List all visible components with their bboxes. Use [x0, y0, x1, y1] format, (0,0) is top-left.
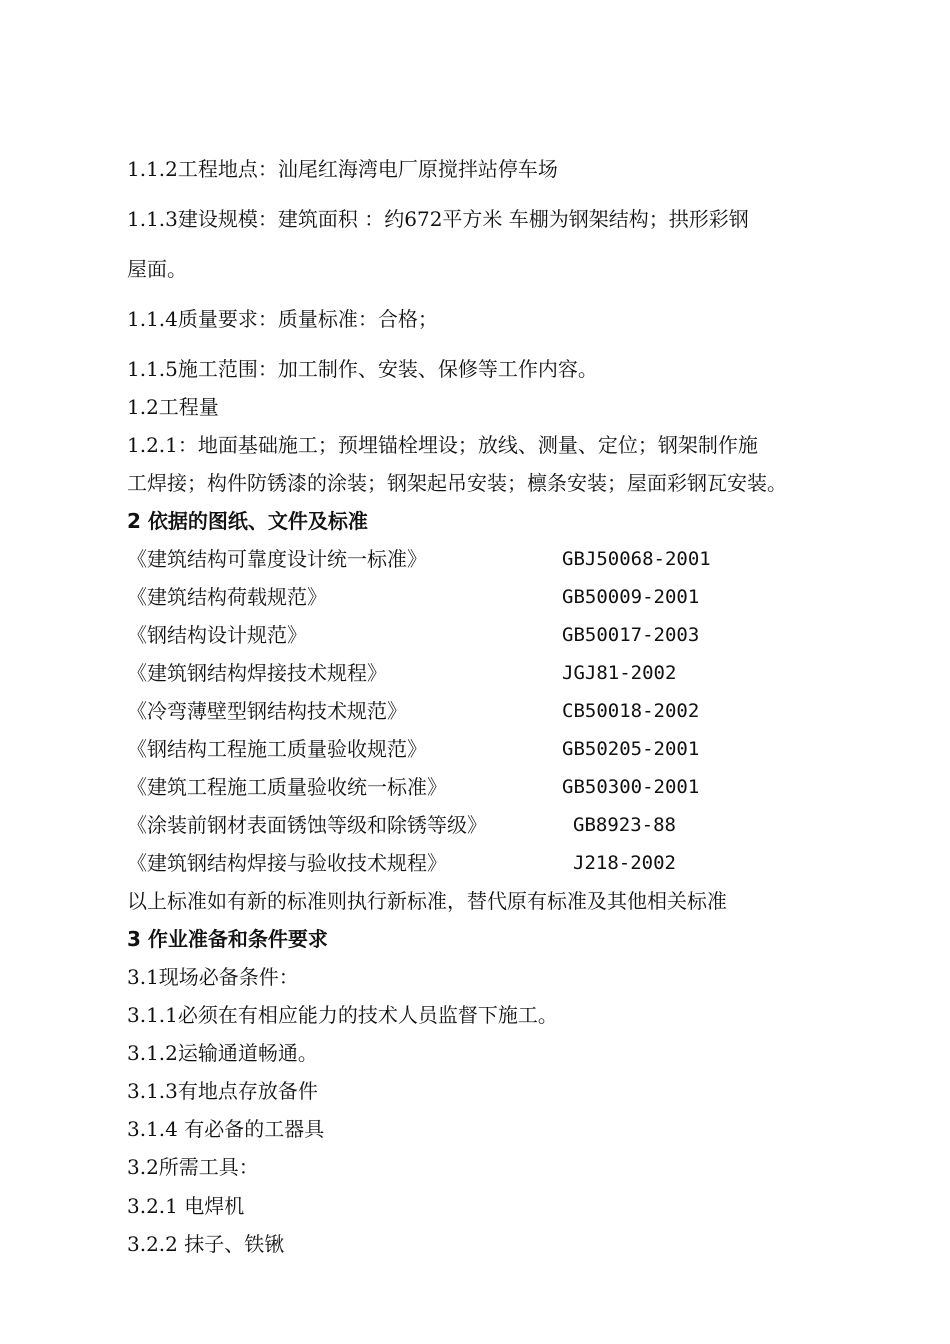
paragraph-3-1: 3.1现场必备条件： [127, 965, 299, 989]
standard-title: 《建筑钢结构焊接与验收技术规程》 [127, 851, 447, 875]
standards-note: 以上标准如有新的标准则执行新标准，替代原有标准及其他相关标准 [127, 889, 727, 913]
paragraph-3-1-3: 3.1.3有地点存放备件 [127, 1079, 318, 1103]
standard-title: 《建筑工程施工质量验收统一标准》 [127, 775, 447, 799]
standard-code: GB8923-88 [573, 814, 676, 836]
paragraph-1-1-3: 1.1.3建设规模：建筑面积 ：约672平方米 车棚为钢架结构；拱形彩钢 [127, 207, 749, 231]
paragraph-3-1-1: 3.1.1必须在有相应能力的技术人员监督下施工。 [127, 1003, 558, 1027]
paragraph-1-1-5: 1.1.5施工范围：加工制作、安装、保修等工作内容。 [127, 357, 598, 381]
section-2-heading: 2 依据的图纸、文件及标准 [127, 509, 368, 533]
standard-code: GB50205-2001 [562, 738, 700, 760]
standard-code: GB50300-2001 [562, 776, 700, 798]
paragraph-3-2-2: 3.2.2 抹子、铁锹 [127, 1232, 285, 1256]
standard-code: GB50009-2001 [562, 586, 700, 608]
standard-code: JGJ81-2002 [562, 662, 677, 684]
paragraph-1-2-1: 1.2.1：地面基础施工；预埋锚栓埋设；放线、测量、定位；钢架制作施 [127, 433, 758, 457]
paragraph-3-1-2: 3.1.2运输通道畅通。 [127, 1041, 318, 1065]
paragraph-1-1-3-continued: 屋面。 [127, 257, 187, 281]
paragraph-3-2: 3.2所需工具： [127, 1155, 259, 1179]
paragraph-1-2: 1.2工程量 [127, 395, 219, 419]
standard-title: 《建筑钢结构焊接技术规程》 [127, 661, 387, 685]
standard-code: CB50018-2002 [562, 700, 700, 722]
section-3-heading: 3 作业准备和条件要求 [127, 927, 328, 951]
paragraph-1-1-4: 1.1.4质量要求：质量标准：合格； [127, 307, 438, 331]
standard-title: 《冷弯薄壁型钢结构技术规范》 [127, 699, 407, 723]
standard-title: 《涂装前钢材表面锈蚀等级和除锈等级》 [127, 813, 487, 837]
paragraph-3-2-1: 3.2.1 电焊机 [127, 1194, 245, 1218]
paragraph-3-1-4: 3.1.4 有必备的工器具 [127, 1117, 325, 1141]
standard-code: GB50017-2003 [562, 624, 700, 646]
standard-title: 《钢结构设计规范》 [127, 623, 307, 647]
standard-title: 《建筑结构可靠度设计统一标准》 [127, 547, 427, 571]
standard-title: 《建筑结构荷载规范》 [127, 585, 327, 609]
standard-code: J218-2002 [573, 852, 676, 874]
paragraph-1-1-2: 1.1.2工程地点：汕尾红海湾电厂原搅拌站停车场 [127, 157, 558, 181]
paragraph-1-2-1-continued: 工焊接；构件防锈漆的涂装；钢架起吊安装；檩条安装；屋面彩钢瓦安装。 [127, 471, 787, 495]
standard-title: 《钢结构工程施工质量验收规范》 [127, 737, 427, 761]
standard-code: GBJ50068-2001 [562, 548, 711, 570]
